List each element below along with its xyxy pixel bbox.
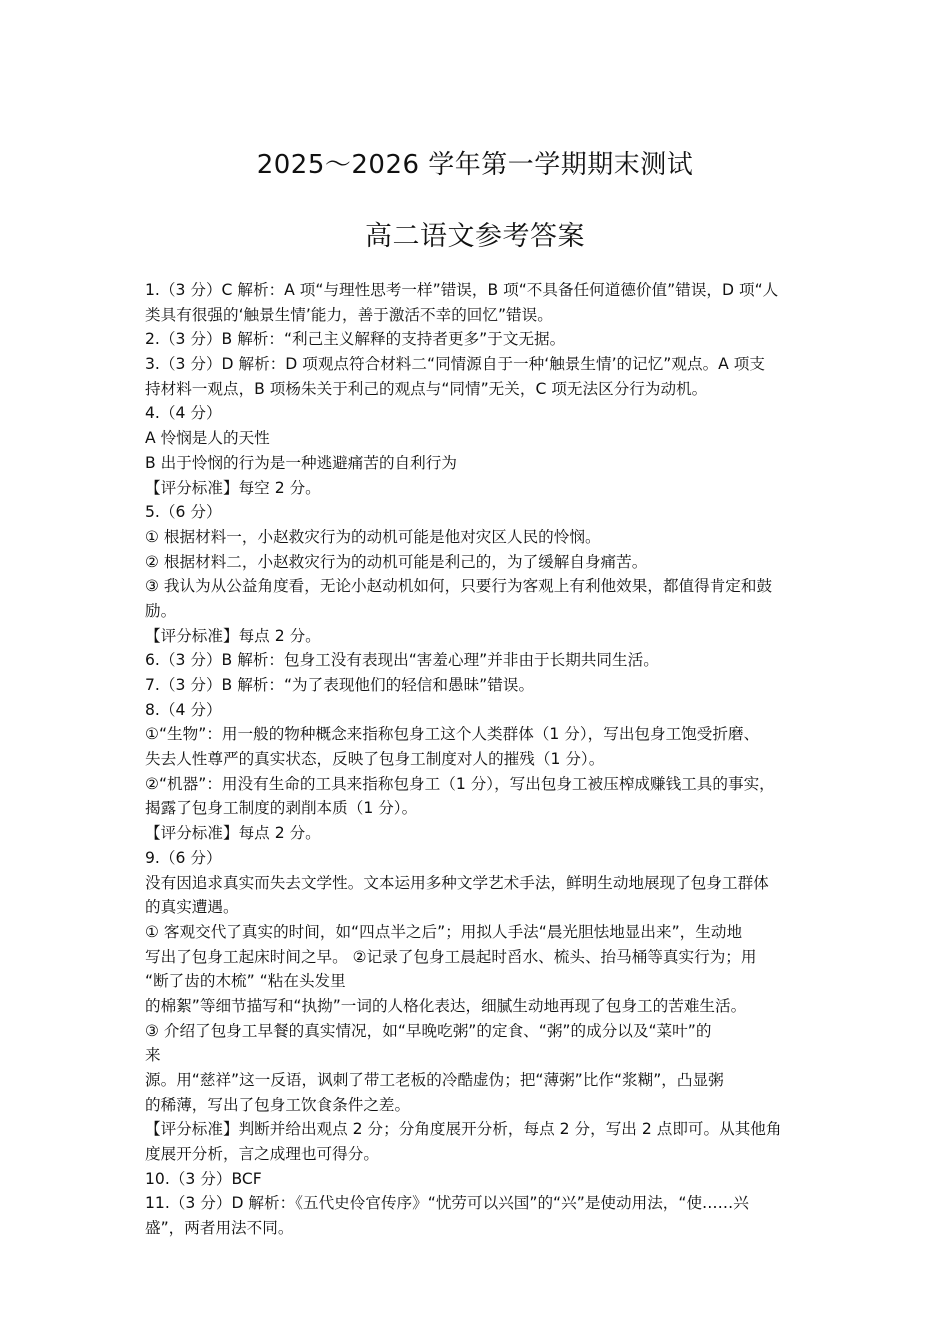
text-line: 来 — [145, 1046, 161, 1065]
text-line: 11.（3 分）D 解析：《五代史伶官传序》“忧劳可以兴国”的“兴”是使动用法，“使……兴 — [145, 1194, 749, 1213]
text-line: ① 根据材料一，小赵救灾行为的动机可能是他对灾区人民的怜悯。 — [145, 527, 601, 546]
text-line: ① 客观交代了真实的时间，如“四点半之后”；用拟人手法“晨光胆怯地显出来”，生动地 — [145, 922, 743, 941]
text-line: 持材料一观点，B 项杨朱关于利己的观点与“同情”无关，C 项无法区分行为动机。 — [145, 379, 708, 398]
text-line: 9.（6 分） — [145, 848, 222, 867]
answer-key-title: 高二语文参考答案 — [365, 221, 585, 252]
text-line: A 怜悯是人的天性 — [145, 429, 270, 448]
text-line: 类具有很强的‘触景生情’能力，善于激活不幸的回忆”错误。 — [145, 305, 553, 324]
text-line: 揭露了包身工制度的剥削本质（1 分）。 — [145, 799, 418, 818]
text-line: ③ 介绍了包身工早餐的真实情况，如“早晚吃粥”的定食、“粥”的成分以及“菜叶”的 — [145, 1021, 712, 1040]
text-line: 10.（3 分）BCF — [145, 1169, 262, 1188]
text-line: 没有因追求真实而失去文学性。文本运用多种文学艺术手法，鲜明生动地展现了包身工群体 — [145, 873, 769, 892]
text-line: ①“生物”：用一般的物种概念来指称包身工这个人类群体（1 分），写出包身工饱受折磨、 — [145, 725, 760, 744]
text-line: 写出了包身工起床时间之早。 ②记录了包身工晨起时舀水、梳头、抬马桶等真实行为；用 — [145, 947, 757, 966]
text-line: 度展开分析，言之成理也可得分。 — [145, 1145, 379, 1164]
text-line: 2.（3 分）B 解析：“利己主义解释的支持者更多”于文无据。 — [145, 330, 566, 349]
scoring-standard: 【评分标准】每空 2 分。 — [145, 478, 321, 497]
text-line: 的稀薄，写出了包身工饮食条件之差。 — [145, 1095, 411, 1114]
text-line: 3.（3 分）D 解析：D 项观点符合材料二“同情源自于一种‘触景生情’的记忆”观点。A 项支 — [145, 355, 765, 374]
text-line: 源。用“慈祥”这一反语，讽刺了带工老板的冷酷虚伪；把“薄粥”比作“浆糊”，凸显粥 — [145, 1071, 724, 1089]
text-line: 失去人性尊严的真实状态，反映了包身工制度对人的摧残（1 分）。 — [145, 750, 605, 769]
scoring-standard: 【评分标准】每点 2 分。 — [145, 824, 321, 843]
scoring-standard: 【评分标准】判断并给出观点 2 分；分角度展开分析，每点 2 分，写出 2 点即可。从其他角 — [145, 1120, 782, 1139]
text-line: B 出于怜悯的行为是一种逃避痛苦的自利行为 — [145, 453, 457, 472]
text-line: 4.（4 分） — [145, 404, 222, 423]
scoring-standard: 【评分标准】每点 2 分。 — [145, 626, 321, 645]
text-line: 6.（3 分）B 解析：包身工没有表现出“害羞心理”并非由于长期共同生活。 — [145, 651, 659, 670]
text-line: 的棉絮”等细节描写和“执拗”一词的人格化表达，细腻生动地再现了包身工的苦难生活。 — [145, 996, 747, 1015]
answer-content — [145, 278, 817, 1241]
text-line: 8.（4 分） — [145, 700, 222, 719]
text-line: ② 根据材料二，小赵救灾行为的动机可能是利己的，为了缓解自身痛苦。 — [145, 552, 648, 571]
text-line: ②“机器”：用没有生命的工具来指称包身工（1 分），写出包身工被压榨成赚钱工具的事实， — [145, 774, 775, 793]
text-line: 盛”，两者用法不同。 — [145, 1219, 294, 1238]
text-line: 1.（3 分）C 解析：A 项“与理性思考一样”错误，B 项“不具备任何道德价值”错误，D 项“人 — [145, 281, 779, 299]
text-line: 励。 — [145, 601, 177, 620]
text-line: ③ 我认为从公益角度看，无论小赵动机如何，只要行为客观上有利他效果，都值得肯定和鼓 — [145, 577, 773, 596]
text-line: “断了齿的木梳” “粘在头发里 — [145, 972, 346, 991]
text-line: 5.（6 分） — [145, 503, 222, 522]
text-line: 7.（3 分）B 解析：“为了表现他们的轻信和愚昧”错误。 — [145, 676, 535, 694]
text-line: 的真实遭遇。 — [145, 898, 239, 917]
exam-title: 2025～2026 学年第一学期期末测试 — [256, 150, 694, 180]
